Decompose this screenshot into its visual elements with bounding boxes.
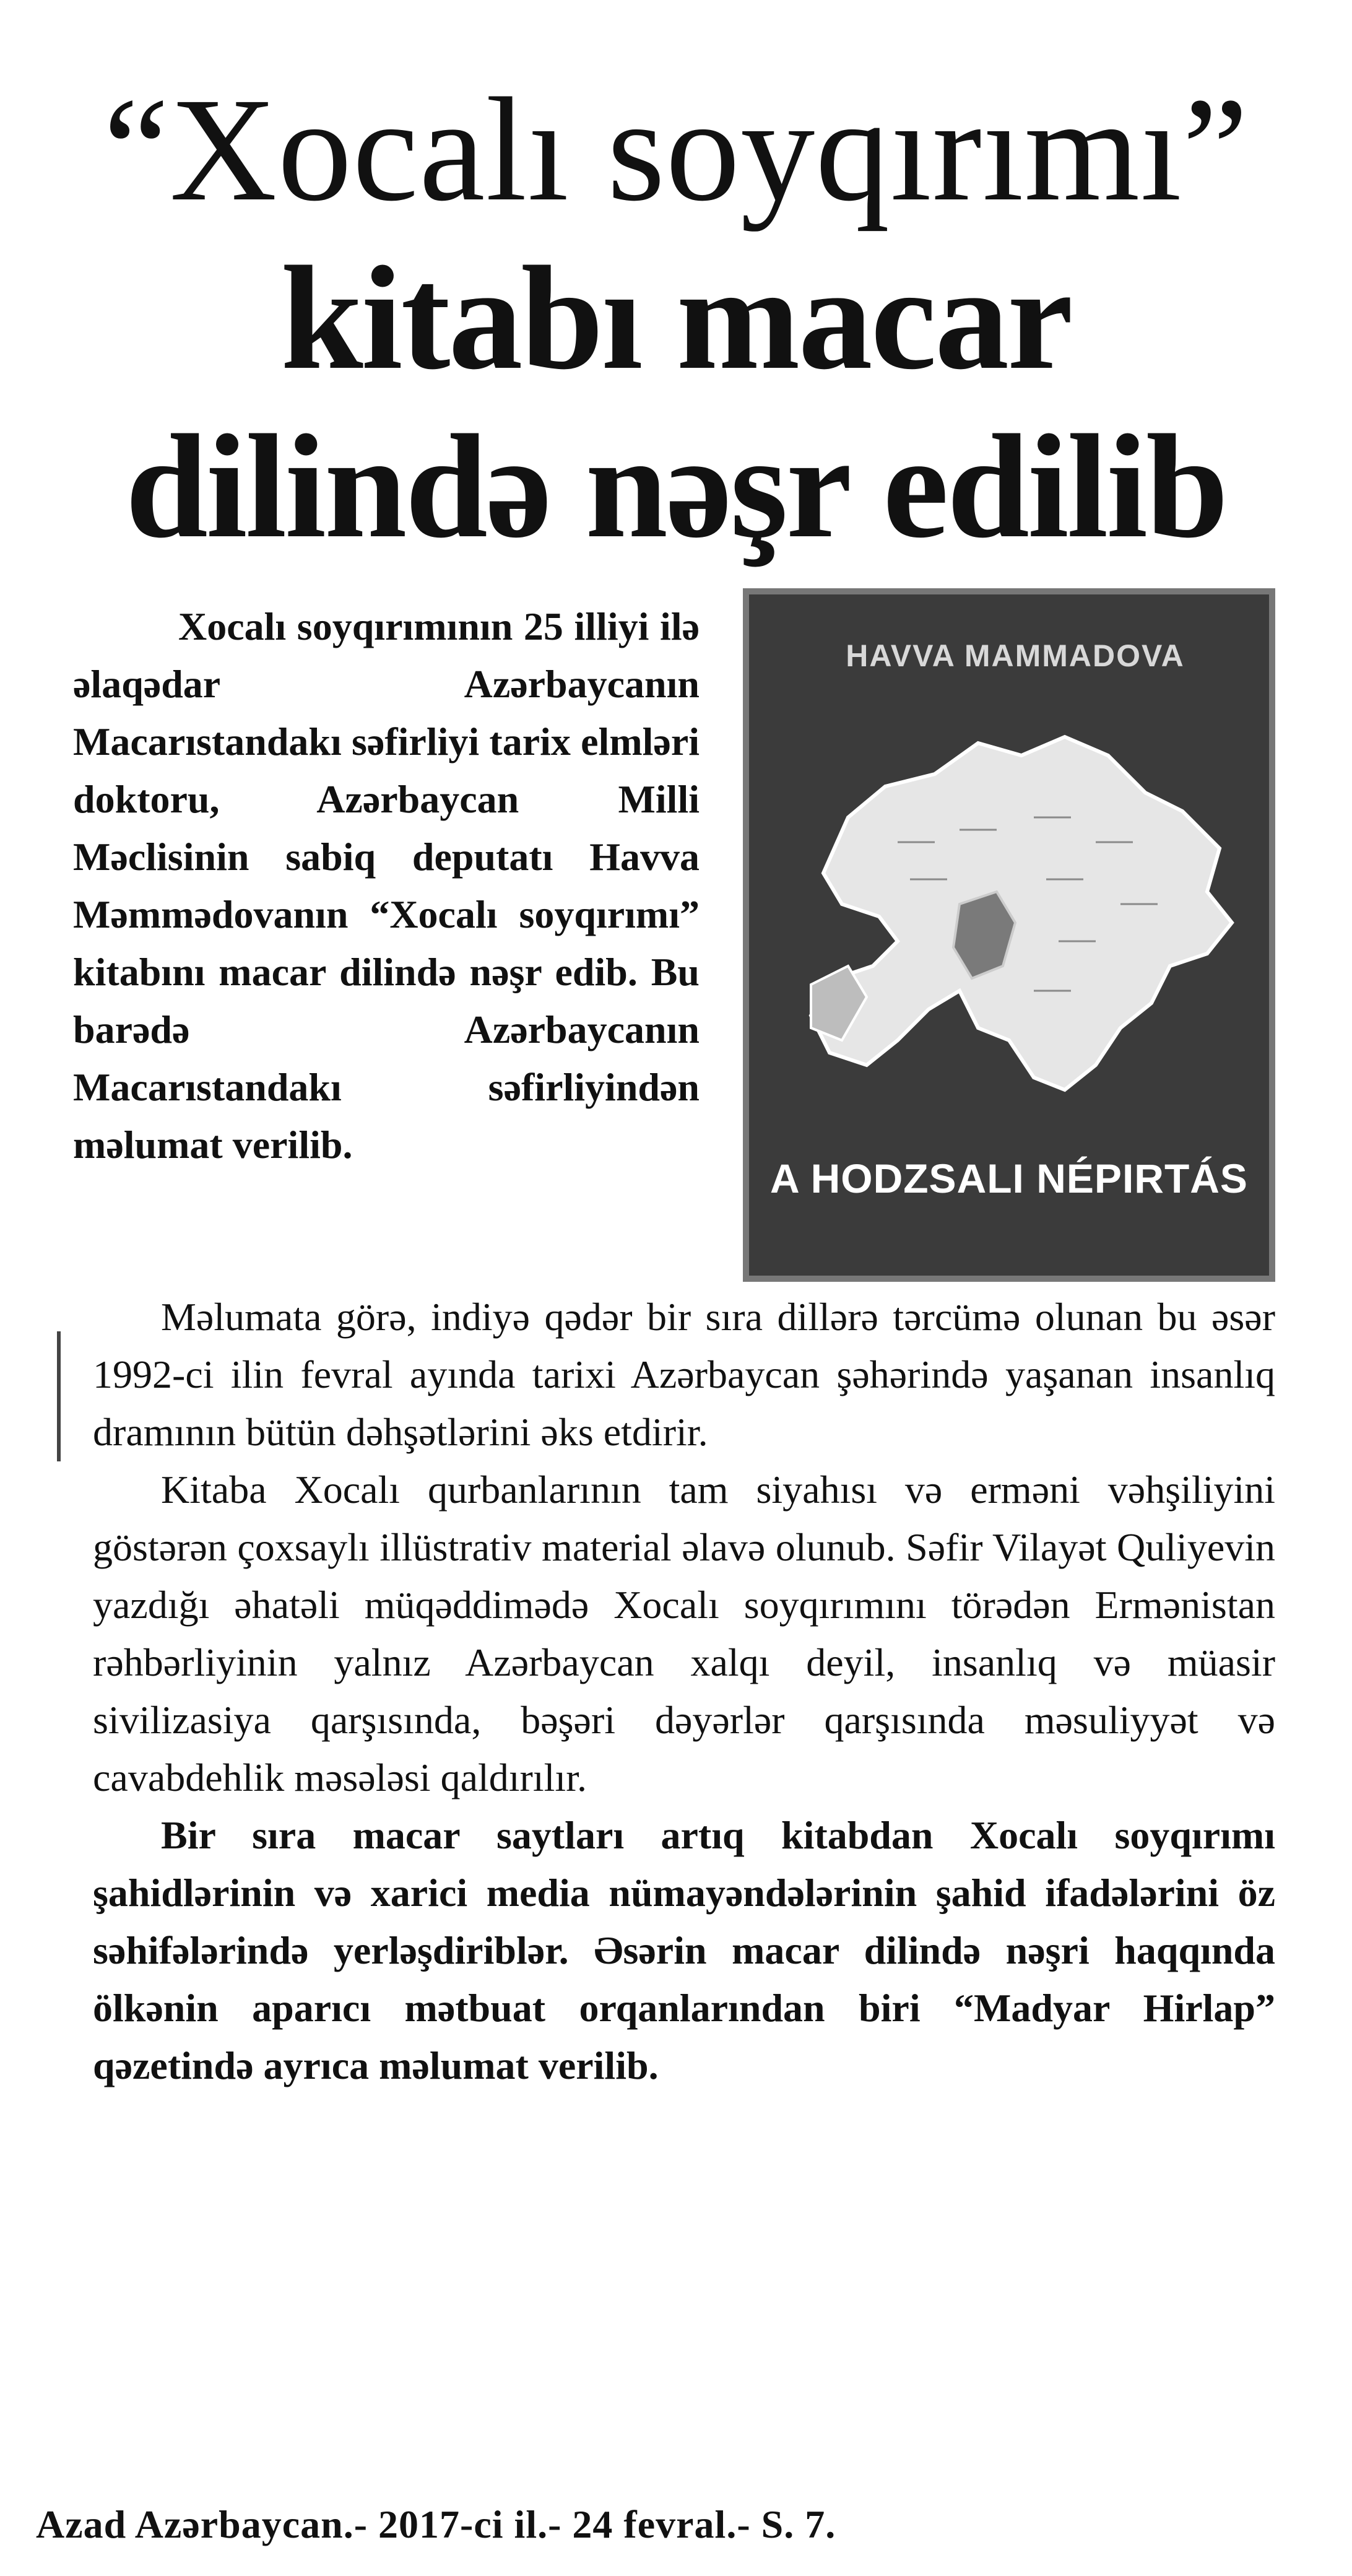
cover-title: A HODZSALI NÉPIRTÁS <box>770 1155 1248 1201</box>
headline-line-1: “Xocalı soyqırımı” <box>103 67 1249 232</box>
intro-column <box>73 598 700 1173</box>
paragraph-3: Bir sıra macar saytları artıq kitabdan Xocalı soyqırımı şahidlərinin və xarici media nümayəndələrinin şahid ifadələrini öz səhifələrində yerləşdiriblər. Əsərin macar dilində nəşri haqqında ölkənin aparıcı mətbuat orqanlarından biri “Madyar Hirlap” qəzetində ayrıca məlumat verilib. <box>93 1813 1275 2087</box>
margin-mark <box>57 1331 61 1461</box>
paragraph-2: Kitaba Xocalı qurbanlarının tam siyahısı və erməni vəhşiliyini göstərən çoxsaylı illüstrativ material əlavə olunub. Səfir Vilayət Quliyevin yazdığı əhatəli müqəddimədə Xocalı soyqırımını törədən Ermənistan rəhbərliyinin yalnız Azərbaycan xalqı deyil, insanlıq və müasir sivilizasiya qarşısında, bəşəri dəyərlər qarşısında məsuliyyət və cavabdehlik məsələsi qaldırılır. <box>93 1468 1275 1799</box>
source-citation: Azad Azərbaycan.- 2017-ci il.- 24 fevral.- S. 7. <box>36 2502 836 2546</box>
headline-line-2: kitabı macar <box>280 235 1072 400</box>
paragraph-1: Məlumata görə, indiyə qədər bir sıra dillərə tərcümə olunan bu əsər 1992-ci ilin fevral ayında tarixi Azərbaycan şəhərində yaşanan insanlıq dramının bütün dəhşətlərini əks etdirir. <box>93 1295 1275 1454</box>
article-headline <box>56 65 1296 570</box>
book-cover-image <box>743 588 1275 1282</box>
headline-line-3: dilində nəşr edilib <box>125 404 1227 568</box>
intro-paragraph: Xocalı soyqırımının 25 illiyi ilə əlaqədar Azərbaycanın Macarıstandakı səfirliyi tarix elmləri doktoru, Azərbaycan Milli Məclisinin sabiq deputatı Havva Məmmədovanın “Xocalı soyqırımı” kitabını macar dilində nəşr edib. Bu barədə Azərbaycanın Macarıstandakı səfirliyindən məlumat verilib. <box>73 604 700 1167</box>
cover-author: HAVVA MAMMADOVA <box>846 638 1185 673</box>
article-body <box>93 1288 1275 2094</box>
azerbaijan-map-icon <box>774 718 1257 1115</box>
